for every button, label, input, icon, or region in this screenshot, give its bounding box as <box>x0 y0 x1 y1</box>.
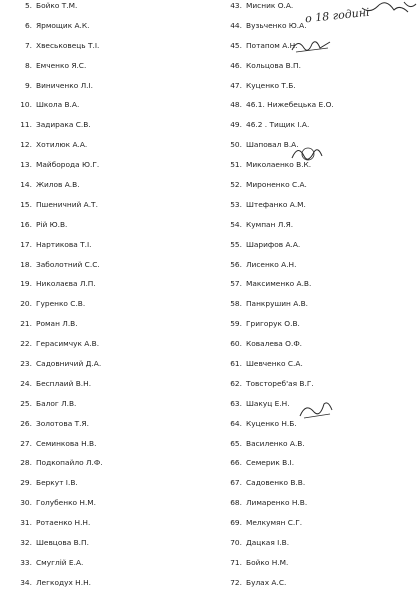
person-name: Емченко Я.С. <box>36 60 87 70</box>
person-name: Золотова Т.Я. <box>36 418 89 428</box>
list-item <box>216 95 416 115</box>
person-name: Рій Ю.В. <box>36 219 68 229</box>
person-name: Куценко Н.Б. <box>246 418 297 428</box>
list-item <box>216 155 416 175</box>
item-number: 64. <box>230 418 242 428</box>
item-number: 23. <box>20 359 32 369</box>
item-number: 51. <box>230 160 242 170</box>
person-name: Мироненко С.А. <box>246 180 307 190</box>
item-number: 58. <box>230 299 242 309</box>
handwritten-note: о 18 годині <box>304 5 371 26</box>
list-item <box>216 76 416 96</box>
list-item <box>6 453 196 473</box>
list-item <box>216 453 416 473</box>
person-name: Панкрушин А.В. <box>246 299 309 309</box>
list-item <box>6 56 196 76</box>
person-name: Садовничий Д.А. <box>36 359 102 369</box>
person-name: Штефанко А.М. <box>246 199 306 209</box>
item-number: 63. <box>230 398 242 408</box>
person-name: Потапом А.Н. <box>246 40 298 50</box>
item-number: 34. <box>20 577 32 587</box>
list-item <box>216 334 416 354</box>
list-item <box>6 354 196 374</box>
list-item <box>216 434 416 454</box>
item-number: 33. <box>20 557 32 567</box>
item-number: 26. <box>20 418 32 428</box>
item-number: 71. <box>230 557 242 567</box>
item-number: 15. <box>20 199 32 209</box>
list-item <box>216 414 416 434</box>
item-number: 6. <box>24 20 32 30</box>
person-name: Гуренко С.В. <box>36 299 86 309</box>
list-item <box>6 394 196 414</box>
item-number: 44. <box>230 20 242 30</box>
list-item <box>6 195 196 215</box>
item-number: 13. <box>20 160 32 170</box>
person-name: Лисенко А.Н. <box>246 259 297 269</box>
list-item <box>216 354 416 374</box>
item-number: 32. <box>20 538 32 548</box>
list-item <box>6 215 196 235</box>
list-item <box>216 573 416 593</box>
item-number: 10. <box>20 100 32 110</box>
list-item <box>6 36 196 56</box>
person-name: Шевченко С.А. <box>246 359 303 369</box>
list-item <box>6 0 196 16</box>
list-item <box>6 76 196 96</box>
item-number: 22. <box>20 339 32 349</box>
list-item <box>216 374 416 394</box>
item-number: 48. <box>230 100 242 110</box>
item-number: 55. <box>230 239 242 249</box>
list-item <box>216 274 416 294</box>
item-number: 25. <box>20 398 32 408</box>
person-name: Куценко Т.Б. <box>246 80 296 90</box>
person-name: Мелкумян С.Г. <box>246 518 303 528</box>
list-item <box>216 473 416 493</box>
person-name: Максименко А.В. <box>246 279 312 289</box>
item-number: 14. <box>20 180 32 190</box>
person-name: Хвеськовець Т.І. <box>36 40 100 50</box>
list-item <box>216 195 416 215</box>
item-number: 52. <box>230 180 242 190</box>
list-item <box>6 175 196 195</box>
item-number: 65. <box>230 438 242 448</box>
list-item <box>6 473 196 493</box>
person-name: Шевцова В.П. <box>36 538 89 548</box>
item-number: 60. <box>230 339 242 349</box>
item-number: 62. <box>230 378 242 388</box>
person-name: Роман Л.В. <box>36 319 78 329</box>
person-name: Виниченко Л.І. <box>36 80 94 90</box>
item-number: 70. <box>230 538 242 548</box>
list-item <box>216 56 416 76</box>
list-item <box>216 513 416 533</box>
item-number: 27. <box>20 438 32 448</box>
list-item <box>6 274 196 294</box>
person-name: Кольцова В.П. <box>246 60 301 70</box>
list-item <box>6 513 196 533</box>
list-item <box>216 115 416 135</box>
item-number: 18. <box>20 259 32 269</box>
item-number: 67. <box>230 478 242 488</box>
list-item <box>216 135 416 155</box>
person-name: Майборода Ю.Г. <box>36 160 100 170</box>
list-item <box>6 533 196 553</box>
list-item <box>6 314 196 334</box>
item-number: 56. <box>230 259 242 269</box>
item-number: 7. <box>24 40 32 50</box>
list-item <box>216 255 416 275</box>
list-item <box>6 334 196 354</box>
list-item <box>216 215 416 235</box>
item-number: 43. <box>230 1 242 10</box>
person-name: Заболотний С.С. <box>36 259 100 269</box>
person-name: Голубенко Н.М. <box>36 498 97 508</box>
item-number: 16. <box>20 219 32 229</box>
list-item <box>6 374 196 394</box>
list-item <box>6 294 196 314</box>
person-name: Семинкова Н.В. <box>36 438 97 448</box>
list-item <box>6 573 196 593</box>
item-number: 54. <box>230 219 242 229</box>
person-name: Николаєва Л.П. <box>36 279 96 289</box>
person-name: Легкодух Н.Н. <box>36 577 91 587</box>
person-name: Герасимчук А.В. <box>36 339 100 349</box>
item-number: 59. <box>230 319 242 329</box>
item-number: 46. <box>230 60 242 70</box>
item-number: 57. <box>230 279 242 289</box>
item-number: 8. <box>24 60 32 70</box>
list-item <box>216 294 416 314</box>
person-name: 46.2 . Тищик І.А. <box>246 120 310 130</box>
person-name: Миколаенко В.К. <box>246 160 312 170</box>
person-name: Кумпан Л.Я. <box>246 219 294 229</box>
list-item <box>216 533 416 553</box>
person-name: Булах А.С. <box>246 577 287 587</box>
person-name: Бойко Н.М. <box>246 557 289 567</box>
item-number: 20. <box>20 299 32 309</box>
person-name: Вузьченко Ю.А. <box>246 20 307 30</box>
item-number: 9. <box>24 80 32 90</box>
person-name: Смуглій Е.А. <box>36 557 84 567</box>
item-number: 45. <box>230 40 242 50</box>
item-number: 30. <box>20 498 32 508</box>
person-name: Мисник О.А. <box>246 1 294 10</box>
item-number: 47. <box>230 80 242 90</box>
item-number: 61. <box>230 359 242 369</box>
person-name: Бойко Т.М. <box>36 1 78 10</box>
item-number: 72. <box>230 577 242 587</box>
list-item <box>6 493 196 513</box>
person-name: 46.1. Нижебецька Е.О. <box>246 100 334 110</box>
item-number: 69. <box>230 518 242 528</box>
item-number: 66. <box>230 458 242 468</box>
person-name: Пшеничний А.Т. <box>36 199 98 209</box>
item-number: 24. <box>20 378 32 388</box>
item-number: 29. <box>20 478 32 488</box>
person-name: Товстореб'ая В.Г. <box>246 378 314 388</box>
list-item <box>216 394 416 414</box>
person-name: Школа В.А. <box>36 100 80 110</box>
item-number: 11. <box>20 120 32 130</box>
person-name: Шакуц Е.Н. <box>246 398 290 408</box>
person-name: Григорук О.В. <box>246 319 300 329</box>
person-name: Жилов А.В. <box>36 180 80 190</box>
person-name: Семерик В.І. <box>246 458 295 468</box>
person-name: Балог Л.В. <box>36 398 77 408</box>
left-name-list <box>6 0 196 593</box>
list-item <box>6 434 196 454</box>
list-item <box>6 16 196 36</box>
item-number: 21. <box>20 319 32 329</box>
list-item <box>6 255 196 275</box>
person-name: Ковалева О.Ф. <box>246 339 303 349</box>
person-name: Шаповал В.А. <box>246 140 299 150</box>
person-name: Ярмощик А.К. <box>36 20 90 30</box>
list-item <box>216 36 416 56</box>
item-number: 49. <box>230 120 242 130</box>
person-name: Беркут І.В. <box>36 478 78 488</box>
item-number: 17. <box>20 239 32 249</box>
item-number: 5. <box>24 1 32 10</box>
list-item <box>216 175 416 195</box>
person-name: Бесплаий В.Н. <box>36 378 92 388</box>
right-name-list <box>216 0 416 593</box>
list-item <box>216 314 416 334</box>
person-name: Подкопайло Л.Ф. <box>36 458 103 468</box>
person-name: Хотилюк А.А. <box>36 140 88 150</box>
list-item <box>6 414 196 434</box>
list-item <box>6 155 196 175</box>
list-item <box>6 95 196 115</box>
item-number: 12. <box>20 140 32 150</box>
item-number: 19. <box>20 279 32 289</box>
item-number: 28. <box>20 458 32 468</box>
list-item <box>6 115 196 135</box>
list-item <box>6 553 196 573</box>
list-item <box>6 135 196 155</box>
list-item <box>6 235 196 255</box>
list-item <box>216 493 416 513</box>
person-name: Нартикова Т.І. <box>36 239 92 249</box>
list-item <box>216 553 416 573</box>
person-name: Василенко А.В. <box>246 438 305 448</box>
item-number: 31. <box>20 518 32 528</box>
item-number: 68. <box>230 498 242 508</box>
person-name: Садовенко В.В. <box>246 478 306 488</box>
item-number: 53. <box>230 199 242 209</box>
person-name: Лимаренко Н.В. <box>246 498 308 508</box>
person-name: Ротаенко Н.Н. <box>36 518 91 528</box>
list-item <box>216 235 416 255</box>
person-name: Шарифов А.А. <box>246 239 301 249</box>
person-name: Дацкая І.В. <box>246 538 290 548</box>
person-name: Задирака С.В. <box>36 120 91 130</box>
item-number: 50. <box>230 140 242 150</box>
